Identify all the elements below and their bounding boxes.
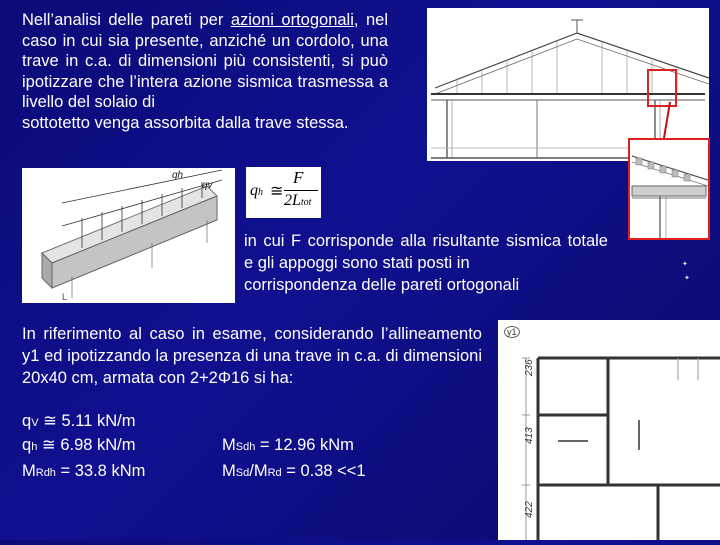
detail-svg <box>630 140 708 238</box>
result-ratio: MSd/MRd = 0.38 <<1 <box>222 462 366 480</box>
reference-paragraph <box>22 323 482 389</box>
result-qh: qh ≅ 6.98 kN/m <box>22 436 136 454</box>
result-mrdh: MRdh = 33.8 kNm <box>22 462 146 480</box>
plan-dim-236: 236 <box>524 359 535 376</box>
intro-line-6: sottotetto venga assorbita dalla trave stessa. <box>22 113 349 132</box>
floor-plan-drawing <box>498 320 720 540</box>
reference-line-3: in c.a. di dimensioni 20x40 cm, armata con 2+2Φ16 si ha: <box>22 347 482 387</box>
detail-drawing <box>628 138 710 240</box>
formula-fraction-bar <box>284 190 318 191</box>
formula-denominator: 2Ltot <box>284 192 312 209</box>
intro-line-1: Nell’analisi delle pareti per azioni ortogonali, <box>22 11 359 29</box>
plan-dim-422: 422 <box>524 501 535 518</box>
result-qv: qV ≅ 5.11 kN/m <box>22 412 136 430</box>
intro-line-5: azione sismica trasmessa a livello del solaio di <box>22 72 388 111</box>
beam-3d-drawing <box>22 168 235 303</box>
reference-line-1: In riferimento al caso in esame, considerando <box>22 325 374 343</box>
plan-label-y1: y1 <box>504 326 520 338</box>
intro-line-3: cordolo, una trave in c.a. di dimensioni più <box>22 31 388 70</box>
explanation-paragraph <box>244 230 608 296</box>
explain-line-1: in cui F corrisponde alla risultante sismica <box>244 232 562 250</box>
sparkle-decoration: ✦ ✦ <box>682 261 690 282</box>
intro-line-4: consistenti, si può ipotizzare che l’intera <box>22 52 389 91</box>
svg-text:L: L <box>62 292 68 302</box>
formula-numerator: F <box>293 168 304 187</box>
result-msdh: MSdh = 12.96 kNm <box>222 436 354 454</box>
intro-paragraph <box>22 10 388 133</box>
formula-lhs: qh <box>250 182 263 199</box>
reference-line-2: l’allineamento y1 ed ipotizzando la presenza di una trave <box>22 325 482 365</box>
qh-label: qh <box>172 170 184 181</box>
orthogonal-actions-link[interactable]: azioni ortogonali <box>230 11 354 29</box>
explain-line-2: totale e gli appoggi sono stati posti in <box>244 232 608 272</box>
formula-approx: ≅ <box>270 183 284 200</box>
explain-line-3: corrispondenza delle pareti ortogonali <box>244 276 520 294</box>
intro-line-2: nel caso in cui sia presente, anziché un <box>22 11 389 50</box>
formula-box <box>246 167 321 218</box>
qv-label: qv <box>202 180 213 191</box>
plan-dim-413: 413 <box>524 427 535 444</box>
